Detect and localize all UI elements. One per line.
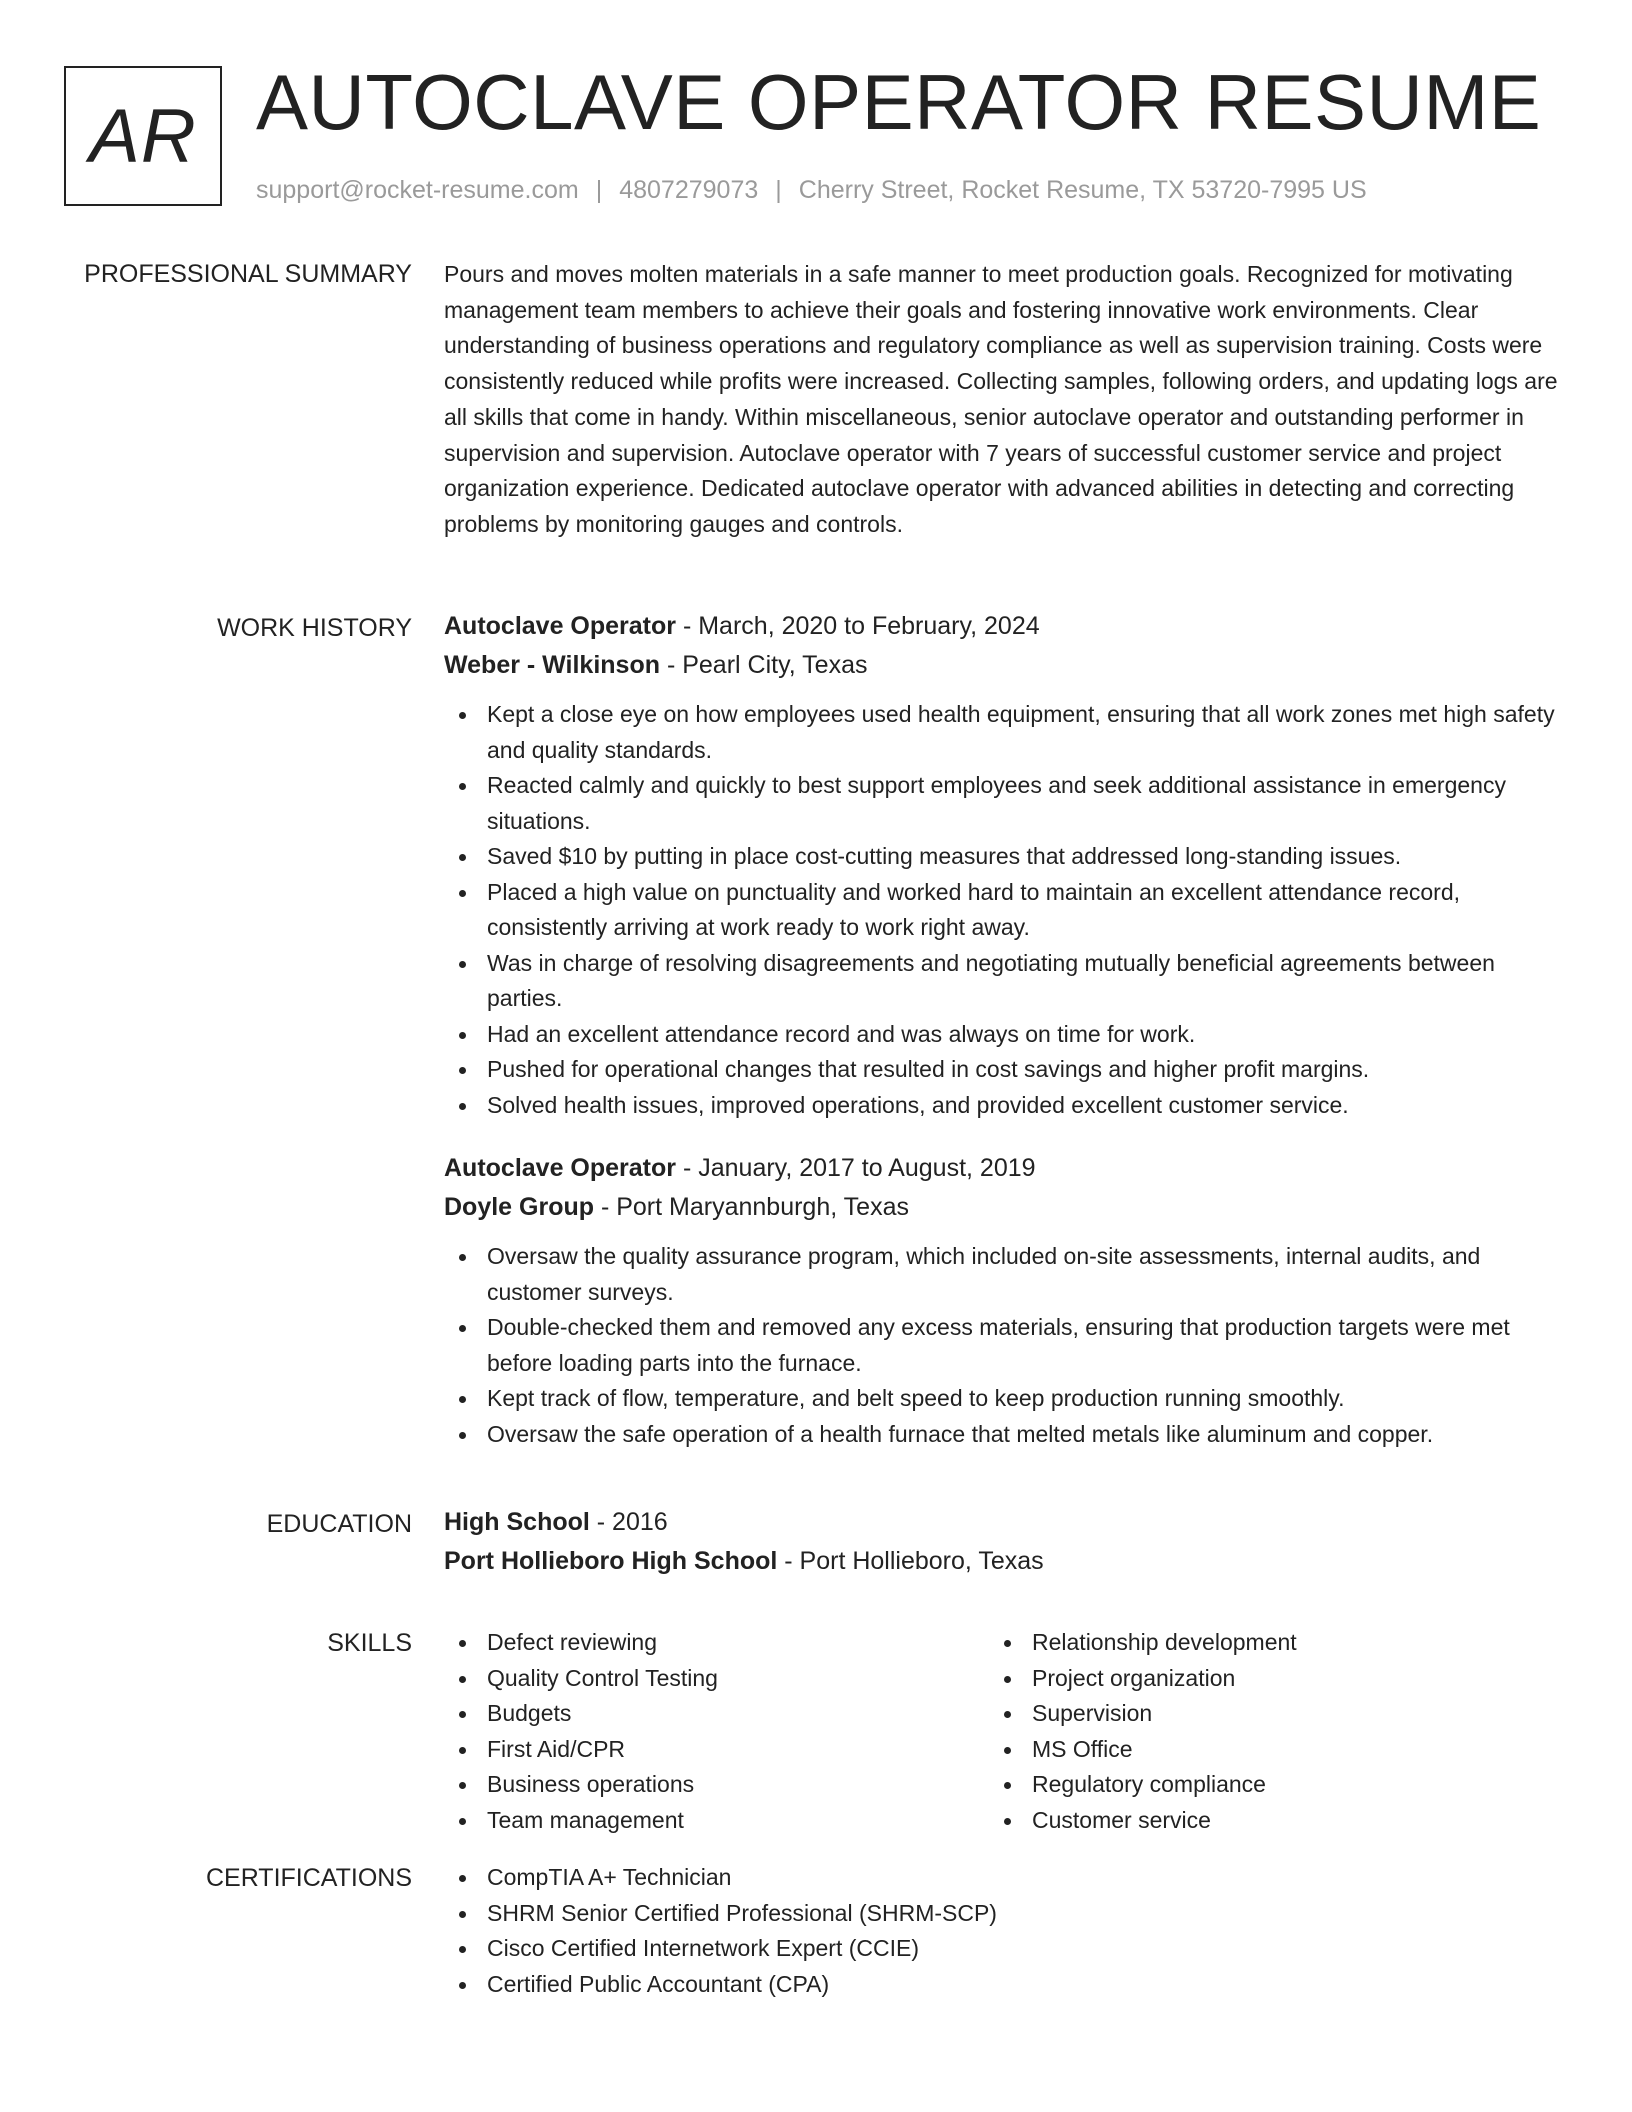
job-entry (444, 1149, 1562, 1452)
job-bullet: Solved health issues, improved operations, and provided excellent customer service. (444, 1088, 1562, 1124)
skill-item: Business operations (444, 1767, 989, 1803)
skill-item: MS Office (989, 1732, 1534, 1768)
job-bullet: Reacted calmly and quickly to best support employees and seek additional assistance in emergency situations. (444, 768, 1562, 839)
section-label-certifications: CERTIFICATIONS (205, 1864, 412, 1892)
job-company: Doyle Group (444, 1193, 595, 1221)
job-location: - Pearl City, Texas (660, 651, 868, 679)
education-school-line (444, 1542, 1562, 1581)
contact-email[interactable]: support@rocket-resume.com (256, 176, 579, 204)
education-school: Port Hollieboro High School (444, 1547, 778, 1575)
certifications-list (444, 1860, 1562, 2002)
job-bullet: Placed a high value on punctuality and worked hard to maintain an excellent attendance record, consistently arriving at work ready to work right away. (444, 875, 1562, 946)
job-dates: - March, 2020 to February, 2024 (676, 612, 1040, 640)
job-bullet: Kept a close eye on how employees used health equipment, ensuring that all work zones met high safety and quality standards. (444, 697, 1562, 768)
contact-separator: | (775, 176, 782, 204)
section-label-work-history: WORK HISTORY (217, 614, 412, 642)
section-label-education: EDUCATION (266, 1510, 412, 1538)
job-bullet: Saved $10 by putting in place cost-cutting measures that addressed long-standing issues. (444, 839, 1562, 875)
job-title-line (444, 607, 1562, 646)
job-title-line (444, 1149, 1562, 1188)
skill-item: Budgets (444, 1696, 989, 1732)
certification-item: CompTIA A+ Technician (444, 1860, 1562, 1896)
monogram-initials: AR (64, 66, 222, 206)
education-year: - 2016 (589, 1508, 668, 1536)
skills-list-left (444, 1625, 989, 1838)
skill-item: Relationship development (989, 1625, 1534, 1661)
contact-phone[interactable]: 4807279073 (619, 176, 759, 204)
education-location: - Port Hollieboro, Texas (777, 1547, 1044, 1575)
skills-list-right (989, 1625, 1534, 1838)
education-degree: High School (444, 1508, 590, 1536)
job-bullet: Kept track of flow, temperature, and belt speed to keep production running smoothly. (444, 1381, 1562, 1417)
contact-separator: | (595, 176, 603, 204)
skill-item: First Aid/CPR (444, 1732, 989, 1768)
education-degree-line (444, 1503, 1562, 1542)
job-title: Autoclave Operator (444, 1154, 677, 1182)
job-company-line (444, 646, 1562, 685)
job-bullet: Had an excellent attendance record and was always on time for work. (444, 1017, 1562, 1053)
job-bullet: Oversaw the quality assurance program, which included on-site assessments, internal audits, and customer surveys. (444, 1239, 1562, 1310)
certification-item: SHRM Senior Certified Professional (SHRM-SCP) (444, 1896, 1562, 1932)
summary-text: Pours and moves molten materials in a safe manner to meet production goals. Recognized for motivating management team members to achieve their goals and fostering innovative work environments. Clear understanding of business operations and regulatory compliance as well as supervision training. Costs were consistently reduced while profits were increased. Collecting samples, following orders, and updating logs are all skills that come in handy. Within miscellaneous, senior autoclave operator and outstanding performer in supervision and supervision. Autoclave operator with 7 years of successful customer service and project organization experience. Dedicated autoclave operator with advanced abilities in detecting and correcting problems by monitoring gauges and controls. (444, 261, 1558, 537)
skill-item: Defect reviewing (444, 1625, 989, 1661)
job-bullet: Oversaw the safe operation of a health furnace that melted metals like aluminum and copper. (444, 1417, 1562, 1453)
job-bullet: Pushed for operational changes that resulted in cost savings and higher profit margins. (444, 1052, 1562, 1088)
job-dates: - January, 2017 to August, 2019 (676, 1154, 1036, 1182)
skill-item: Supervision (989, 1696, 1534, 1732)
skill-item: Project organization (989, 1661, 1534, 1697)
skill-item: Customer service (989, 1803, 1534, 1839)
job-bullets (444, 1239, 1562, 1452)
skill-item: Quality Control Testing (444, 1661, 989, 1697)
job-bullet: Was in charge of resolving disagreements and negotiating mutually beneficial agreements between parties. (444, 946, 1562, 1017)
skill-item: Team management (444, 1803, 989, 1839)
job-bullets (444, 697, 1562, 1123)
resume-title: AUTOCLAVE OPERATOR RESUME (256, 58, 1542, 146)
section-label-skills: SKILLS (327, 1629, 412, 1657)
contact-line (256, 172, 1367, 208)
job-company: Weber - Wilkinson (444, 651, 661, 679)
section-label-summary: PROFESSIONAL SUMMARY (84, 260, 412, 288)
job-title: Autoclave Operator (444, 612, 677, 640)
job-bullet: Double-checked them and removed any excess materials, ensuring that production targets were met before loading parts into the furnace. (444, 1310, 1562, 1381)
certification-item: Cisco Certified Internetwork Expert (CCIE) (444, 1931, 1562, 1967)
certification-item: Certified Public Accountant (CPA) (444, 1967, 1562, 2003)
skill-item: Regulatory compliance (989, 1767, 1534, 1803)
job-company-line (444, 1188, 1562, 1227)
contact-address: Cherry Street, Rocket Resume, TX 53720-7995 US (798, 176, 1367, 204)
job-location: - Port Maryannburgh, Texas (594, 1193, 909, 1221)
job-entry (444, 607, 1562, 1123)
